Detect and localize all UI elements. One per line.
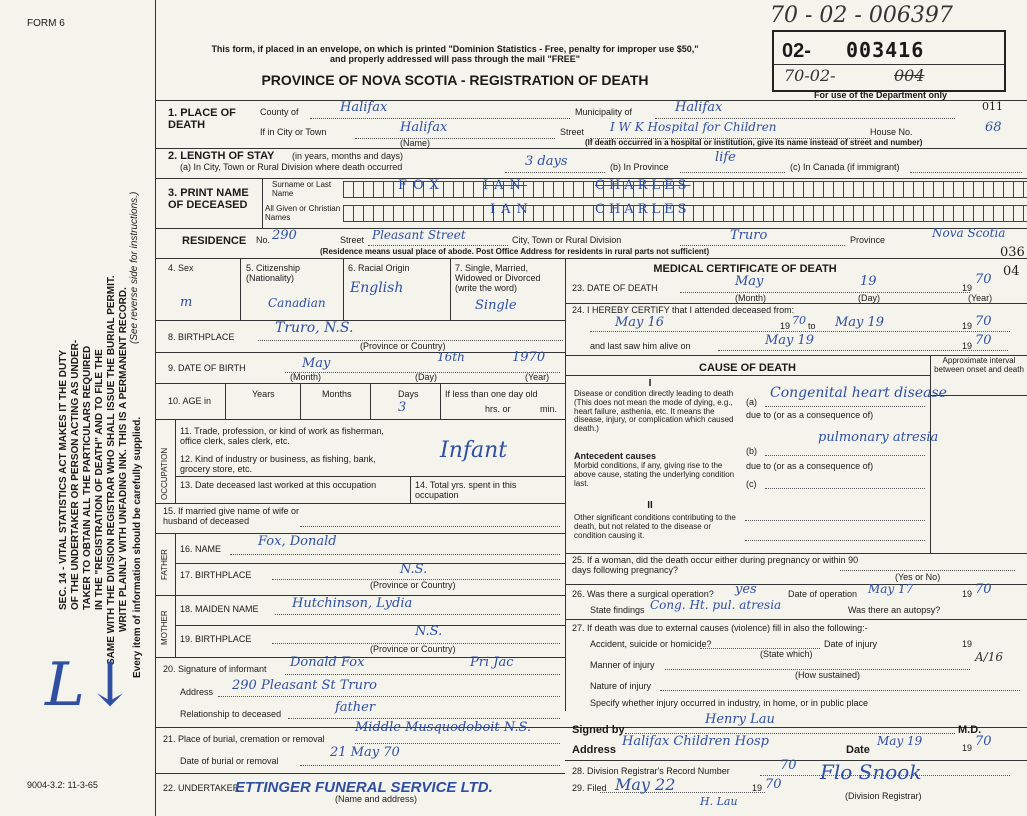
cause-a-value-2: pulmonary atresia xyxy=(818,430,939,445)
father-side-label: FATHER xyxy=(160,549,169,580)
stay-c-label: (c) In Canada (if immigrant) xyxy=(790,162,900,172)
surname-struck-given: IAN xyxy=(483,178,527,193)
margin-line-2: OF THE UNDERTAKER OR PERSON ACTING AS UNDER- xyxy=(70,339,81,610)
q29-value: May 22 xyxy=(615,775,676,794)
signed-label: Signed by xyxy=(572,724,625,736)
dob-month: May xyxy=(302,356,331,371)
mother-birthplace-sub: (Province or Country) xyxy=(370,644,456,654)
street-value: I W K Hospital for Children xyxy=(610,120,777,134)
father-birthplace: N.S. xyxy=(400,562,428,577)
place-note: (If death occurred in a hospital or institution, give its name instead of street and number) xyxy=(585,138,923,147)
date-injury-label: Date of injury xyxy=(824,639,878,649)
other-conditions-label: Other significant conditions contributing to the death, but not related to the disease or condition causing it. xyxy=(574,513,736,540)
signed-date: May 19 xyxy=(877,734,923,748)
medical-title: MEDICAL CERTIFICATE OF DEATH xyxy=(653,263,837,275)
dob-day: 16th xyxy=(437,350,465,364)
surname-label: Surname or Last Name xyxy=(272,180,332,198)
cause-due-1: due to (or as a consequence of) xyxy=(746,410,874,420)
morbid-label: Morbid conditions, if any, giving rise to the above cause, stating the underlying condition last. xyxy=(574,461,735,488)
burial-place: Middle Musquodoboit N.S. xyxy=(355,720,532,735)
last-saw-date: May 19 xyxy=(765,333,815,348)
informant-rel: father xyxy=(335,700,376,715)
margin-line-4: IN THE "REGISTRATION OF DEATH" AND TO FILE THE xyxy=(94,349,105,610)
op-date: May 17 xyxy=(868,582,914,596)
informant-addr-label: Address xyxy=(180,687,214,697)
registrar-label: (Division Registrar) xyxy=(845,791,922,801)
informant-sig: Donald Fox xyxy=(290,655,365,670)
occupation-11-label: 11. Trade, profession, or kind of work as fisherman, office clerk, sales clerk, etc. xyxy=(180,426,384,446)
q29-label: 29. Filed xyxy=(572,783,607,793)
manner-label: Manner of injury xyxy=(590,660,655,670)
nature-label: Nature of injury xyxy=(590,681,652,691)
autopsy-label: Was there an autopsy? xyxy=(848,605,941,615)
handwritten-record-number: 70 - 02 - 006397 xyxy=(770,3,953,28)
q29-19: 19 xyxy=(752,783,763,793)
attended-to-year: 70 xyxy=(975,314,992,329)
date-of-death-label: 23. DATE OF DEATH xyxy=(572,283,658,293)
given-names-label: All Given or Christian Names xyxy=(265,204,341,222)
injury-19: 19 xyxy=(962,639,973,649)
age-months-label: Months xyxy=(322,389,352,399)
margin-line-1: SEC. 14 - VITAL STATISTICS ACT MAKES IT THE DUTY xyxy=(58,349,69,610)
age-label: 10. AGE in xyxy=(168,396,212,406)
op-19: 19 xyxy=(962,589,973,599)
residence-city-label: City, Town or Rural Division xyxy=(512,235,622,245)
city-value: Halifax xyxy=(400,120,448,135)
last-saw-year: 70 xyxy=(975,333,992,348)
marital-label: 7. Single, Married, Widowed or Divorced (write the word) xyxy=(455,263,541,293)
dob-year: 1970 xyxy=(512,350,546,365)
margin-signature: L↓ xyxy=(45,650,136,720)
death-month-label: (Month) xyxy=(735,293,767,303)
dob-month-label: (Month) xyxy=(290,372,322,382)
surname-value: FOX xyxy=(398,178,445,193)
cause-part-2: II xyxy=(647,500,653,511)
burial-date-label: Date of burial or removal xyxy=(180,756,279,766)
attended-to-19: 19 xyxy=(962,321,973,331)
accident-label: Accident, suicide or homicide? xyxy=(590,639,712,649)
occupation-12-label: 12. Kind of industry or business, as fishing, bank, grocery store, etc. xyxy=(180,454,376,474)
last-saw-label: and last saw him alive on xyxy=(590,341,691,351)
interval-label: Approximate interval between onset and death xyxy=(934,356,1024,374)
mother-name: Hutchinson, Lydia xyxy=(292,596,413,611)
mother-birthplace: N.S. xyxy=(415,624,443,639)
age-years-label: Years xyxy=(252,389,275,399)
death-month: May xyxy=(735,274,764,289)
form-title: PROVINCE OF NOVA SCOTIA - REGISTRATION OF DEATH xyxy=(261,72,649,88)
city-label: If in City or Town xyxy=(260,127,327,137)
antecedent-label: Antecedent causes xyxy=(574,451,657,461)
state-findings: Cong. Ht. pul. atresia xyxy=(650,598,782,612)
age-days-value: 3 xyxy=(398,400,407,415)
q29-initials: H. Lau xyxy=(700,795,738,808)
form-number: FORM 6 xyxy=(27,18,65,29)
margin-line-6: WRITE PLAINLY WITH UNFADING INK. THIS IS A PERMANENT RECORD. xyxy=(118,287,129,632)
reg-strike: 004 xyxy=(894,66,925,85)
q28-value: 70 xyxy=(780,758,797,773)
given-name-2: CHARLES xyxy=(595,202,691,217)
signed-md: M.D. xyxy=(958,724,982,736)
reg-number: 003416 xyxy=(846,38,925,62)
dob-label: 9. DATE OF BIRTH xyxy=(168,363,246,373)
attended-to-label: to xyxy=(808,321,816,331)
registration-number-box xyxy=(772,30,1006,92)
envelope-note: This form, if placed in an envelope, on which is printed "Dominion Statistics - Free, penalty for improper use $50," and properly addressed will pass through the mail "FREE" xyxy=(211,44,699,64)
stay-a-value: 3 days xyxy=(525,154,568,169)
age-min: min. xyxy=(540,404,558,414)
q27-label: 27. If death was due to external causes (violence) fill in also the following:- xyxy=(572,623,868,633)
margin-line-8: Every item of information should be carefully supplied. xyxy=(132,416,143,678)
informant-extra: Pri Jac xyxy=(470,655,514,670)
footer-code: 9004-3.2: 11-3-65 xyxy=(27,780,98,790)
attended-from-year: 70 xyxy=(792,314,806,327)
birthplace-sub: (Province or Country) xyxy=(360,341,446,351)
father-birthplace-sub: (Province or Country) xyxy=(370,580,456,590)
deceased-name-label: 3. PRINT NAME OF DECEASED xyxy=(168,187,249,212)
undertaker-stamp: ETTINGER FUNERAL SERVICE LTD. xyxy=(235,779,493,796)
municipality-label: Municipality of xyxy=(575,107,633,117)
stay-b-value: life xyxy=(715,150,736,165)
citizenship-label: 5. Citizenship (Nationality) xyxy=(246,263,301,283)
registrar-signature: Flo Snook xyxy=(820,760,922,784)
age-hrs: hrs. or xyxy=(485,404,511,414)
dob-day-label: (Day) xyxy=(415,372,437,382)
margin-line-5: SAME WITH THE DIVISION REGISTRAR WHO SHALL ISSUE THE BURIAL PERMIT. xyxy=(106,275,117,665)
father-name: Fox, Donald xyxy=(258,534,337,549)
death-code: 036 xyxy=(1000,245,1025,260)
residence-province: Nova Scotia xyxy=(932,226,1006,240)
given-name-1: IAN xyxy=(490,202,534,217)
residence-street-label: Street xyxy=(340,235,365,245)
sex-label: 4. Sex xyxy=(168,263,194,273)
burial-place-label: 21. Place of burial, cremation or removal xyxy=(163,734,325,744)
specify-label: Specify whether injury occurred in industry, in home, or in public place xyxy=(590,698,868,708)
stay-b-label: (b) In Province xyxy=(610,162,669,172)
occupation-13-label: 13. Date deceased last worked at this occupation xyxy=(180,480,377,490)
op-year: 70 xyxy=(975,582,992,597)
reg-handwritten: 70-02- xyxy=(784,66,836,85)
age-less-than-day: If less than one day old xyxy=(445,389,538,399)
informant-addr: 290 Pleasant St Truro xyxy=(232,678,378,693)
father-name-label: 16. NAME xyxy=(180,544,222,554)
county-code: 011 xyxy=(982,100,1003,113)
margin-note: A/16 xyxy=(975,650,1003,664)
signed-date-label: Date xyxy=(846,744,870,756)
margin-line-7: (See reverse side for instructions.) xyxy=(129,191,140,344)
last-saw-19: 19 xyxy=(962,341,973,351)
death-year-prefix: 19 xyxy=(962,283,973,293)
residence-province-label: Province xyxy=(850,235,886,245)
stay-sub: (in years, months and days) xyxy=(292,151,404,161)
reg-prefix: 02- xyxy=(782,40,811,62)
mother-side-label: MOTHER xyxy=(160,610,169,645)
residence-label: RESIDENCE xyxy=(182,235,247,247)
stay-a-label: (a) In City, Town or Rural Division where death occurred xyxy=(180,162,403,172)
death-day-label: (Day) xyxy=(858,293,880,303)
house-label: House No. xyxy=(870,127,913,137)
marital-value: Single xyxy=(475,298,517,313)
cause-b-label: (b) xyxy=(746,446,757,456)
attended-from: May 16 xyxy=(615,315,665,330)
mother-name-label: 18. MAIDEN NAME xyxy=(180,604,259,614)
dob-year-label: (Year) xyxy=(525,372,550,382)
margin-line-3: TAKER TO OBTAIN ALL THE PARTICULARS REQUIRED xyxy=(82,345,93,610)
signed-year: 70 xyxy=(975,734,992,749)
signed-19: 19 xyxy=(962,743,973,753)
state-findings-label: State findings xyxy=(590,605,645,615)
cause-a-label: (a) xyxy=(746,397,757,407)
father-birthplace-label: 17. BIRTHPLACE xyxy=(180,570,252,580)
spouse-label: 15. If married give name of wife or husband of deceased xyxy=(163,506,300,526)
birthplace-value: Truro, N.S. xyxy=(275,320,354,336)
state-which: (State which) xyxy=(760,649,813,659)
mother-birthplace-label: 19. BIRTHPLACE xyxy=(180,634,252,644)
attended-to: May 19 xyxy=(835,315,885,330)
attended-from-19: 19 xyxy=(780,321,791,331)
residence-city: Truro xyxy=(730,228,768,243)
occupation-14-label: 14. Total yrs. spent in this occupation xyxy=(415,480,517,500)
residence-no: 290 xyxy=(272,228,297,243)
q28-label: 28. Division Registrar's Record Number xyxy=(572,766,730,776)
residence-street: Pleasant Street xyxy=(372,228,466,242)
q26-value: yes xyxy=(735,582,757,597)
sustained-label: (How sustained) xyxy=(795,670,861,680)
death-year: 70 xyxy=(975,272,992,287)
cause-part-1: I xyxy=(648,378,652,389)
q26-label: 26. Was there a surgical operation? xyxy=(572,589,714,599)
racial-value: English xyxy=(350,280,404,296)
signed-addr-label: Address xyxy=(572,744,617,756)
signed-value: Henry Lau xyxy=(705,712,775,727)
cause-a-value: Congenital heart disease xyxy=(770,385,947,401)
occupation-side-label: OCCUPATION xyxy=(160,447,169,500)
burial-date: 21 May 70 xyxy=(330,745,400,760)
undertaker-label: 22. UNDERTAKER xyxy=(163,783,240,793)
place-of-death-label: 1. PLACE OF DEATH xyxy=(168,107,236,132)
length-of-stay-label: 2. LENGTH OF STAY xyxy=(168,150,275,162)
dept-use-note: For use of the Department only xyxy=(814,90,948,100)
op-date-label: Date of operation xyxy=(788,589,858,599)
certify-label: 24. I HEREBY CERTIFY that I attended deceased from: xyxy=(572,305,795,315)
surname-struck-middle: CHARLES xyxy=(595,178,691,193)
death-year-label: (Year) xyxy=(968,293,993,303)
cause-title: CAUSE OF DEATH xyxy=(699,362,796,374)
disease-label: Disease or condition directly leading to death (This does not mean the mode of dying, e.g., heart failure, asthenia, etc. It means the disease, injury, or complication which caused death.) xyxy=(574,389,734,434)
informant-rel-label: Relationship to deceased xyxy=(180,709,282,719)
occupation-value: Infant xyxy=(440,438,508,463)
q29-year: 70 xyxy=(765,777,782,792)
q25-sub: (Yes or No) xyxy=(895,572,941,582)
city-name-label: (Name) xyxy=(400,138,431,148)
county-label: County of xyxy=(260,107,299,117)
citizenship-value: Canadian xyxy=(268,296,326,310)
street-label: Street xyxy=(560,127,585,137)
municipality-value: Halifax xyxy=(675,100,723,115)
informant-sig-label: 20. Signature of informant xyxy=(163,664,267,674)
residence-no-label: No. xyxy=(256,235,271,245)
signed-addr: Halifax Children Hosp xyxy=(622,734,769,749)
residence-note: (Residence means usual place of abode. Post Office Address for residents in rural parts not sufficient) xyxy=(320,247,710,256)
sex-value: m xyxy=(180,295,193,310)
age-days-label: Days xyxy=(398,389,419,399)
cause-due-2: due to (or as a consequence of) xyxy=(746,461,874,471)
death-code-2: 04 xyxy=(1003,264,1020,279)
cause-c-label: (c) xyxy=(746,479,757,489)
racial-label: 6. Racial Origin xyxy=(348,263,410,273)
death-day: 19 xyxy=(860,274,877,289)
q25-label: 25. If a woman, did the death occur either during pregnancy or within 90 days following pregnancy? xyxy=(572,555,859,575)
county-value: Halifax xyxy=(340,100,388,115)
birthplace-label: 8. BIRTHPLACE xyxy=(168,332,235,342)
house-value: 68 xyxy=(985,120,1002,135)
undertaker-sub: (Name and address) xyxy=(335,794,418,804)
